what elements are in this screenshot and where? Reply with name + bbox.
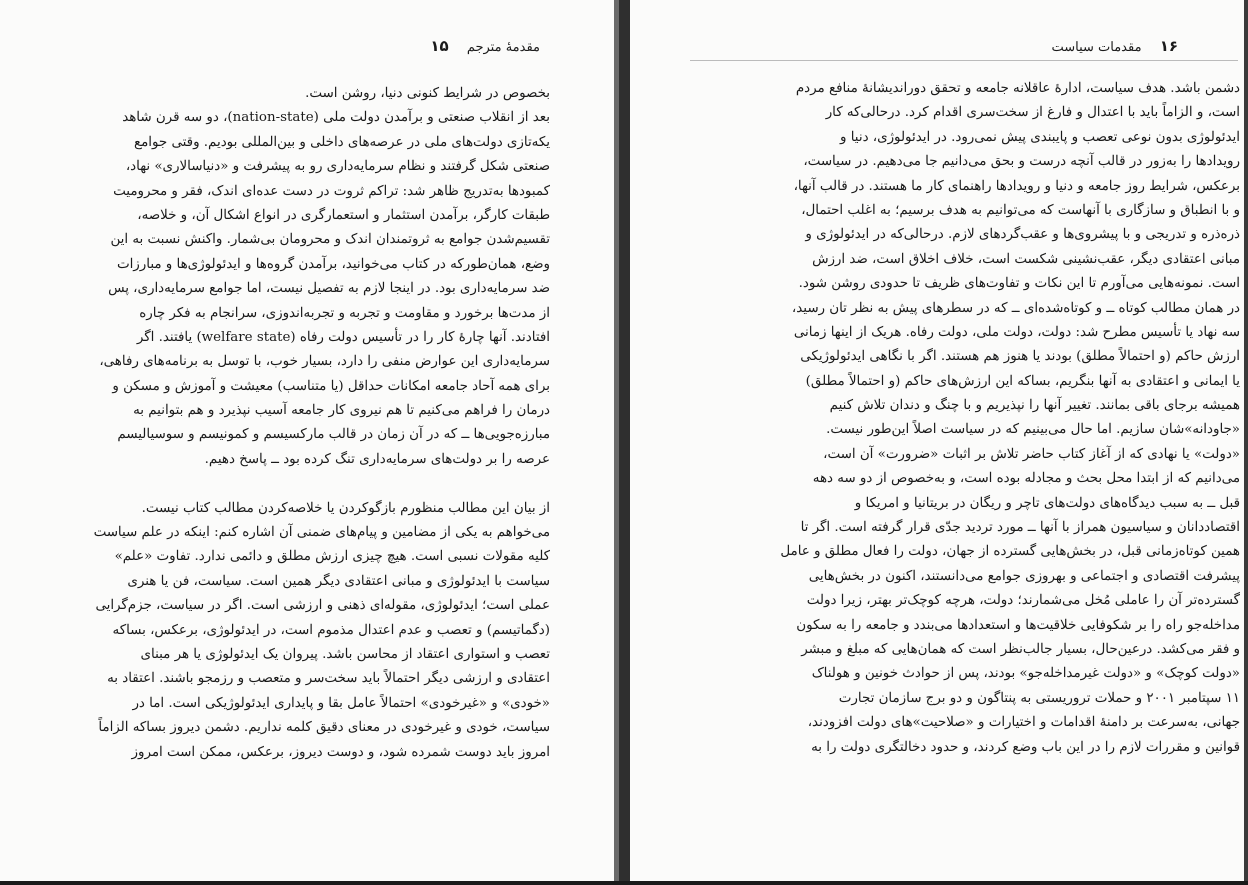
text-line: اقتصاددانان و سیاسیون همراز با آنها ــ مورد تردید جدّی قرار گرفته است. اگر تا	[800, 520, 1240, 536]
text-line: «دولت کوچک» و «دولت غیرمداخله‌جو» بودند، پس از حوادث خونین و هولناک	[811, 666, 1240, 682]
left-body-text	[68, 82, 550, 765]
running-head-title: مقدمات سیاست	[1051, 40, 1142, 55]
text-line: عرصه را بر دولت‌های سرمایه‌داری تنگ کرده بود ــ پاسخ دهیم.	[204, 451, 550, 467]
text-line: از بیان این مطالب منظورم بازگوکردن یا خلاصه‌کردن مطالب کتاب نیست.	[141, 500, 550, 516]
text-line: کمبودها به‌تدریج ظاهر شد: تراکم ثروت در دست عده‌ای اندک، فقر و محرومیت	[113, 183, 550, 199]
text-line: امروز باید دوست شمرده شود، و دوست دیروز، برعکس، ممکن است امروز	[131, 744, 550, 760]
text-line: سه نهاد یا تأسیس مطرح شد: دولت، دولت ملی، دولت رفاه. هریک از اینها زمانی	[793, 324, 1240, 340]
page-number: ۱۶	[1159, 37, 1178, 55]
text-line: همیشه برجای باقی بمانند. تغییر آنها را نپذیریم و با چنگ و دندان تلاش کنیم	[829, 398, 1240, 414]
text-line: می‌خواهم به یکی از مضامین و پیام‌های ضمنی آن اشاره کنم: اینکه در علم سیاست	[93, 525, 550, 541]
text-line: ذره‌ذره و تدریجی و با پیشروی‌ها و عقب‌گردهای لازم. درحالی‌که در ایدئولوژی و	[805, 227, 1240, 243]
header-rule	[690, 60, 1238, 61]
text-line: همین کوتاه‌زمانی قبل، در بخش‌هایی گسترده از جهان، دولت را فعال مطلق و عامل	[780, 544, 1240, 560]
text-line: است، و الزاماً باید با اعتدال و فارغ از سخت‌سری اقدام کرد. درحالی‌که کار	[825, 105, 1240, 121]
left-page	[0, 0, 614, 885]
text-line: دشمن باشد. هدف سیاست، ادارهٔ عاقلانه جامعه و تحقق دوراندیشانهٔ منافع مردم	[795, 81, 1240, 96]
text-line: کلیه مقولات نسبی است. هیچ چیزی ارزش مطلق و دائمی ندارد. تفاوت «علم»	[114, 549, 550, 565]
text-line: بخصوص در شرایط کنونی دنیا، روشن است.	[305, 86, 550, 101]
left-running-head	[70, 34, 540, 58]
text-line: رویدادها را به‌زور در قالب آنچه درست و بحق می‌دانیم جا می‌دهیم. در سیاست،	[803, 154, 1240, 170]
text-line: افتادند. آنها چارهٔ کار را در تأسیس دولت رفاه (welfare state) یافتند. اگر	[136, 329, 550, 345]
right-page	[630, 0, 1248, 885]
text-line: «خودی» و «غیرخودی» احتمالاً عامل بقا و پایداری ایدئولوژیکی است. اما در	[132, 695, 550, 711]
text-line: عملی است؛ ایدئولوژی، مقوله‌ای ذهنی و ارزشی است. اگر در سیاست، جزم‌گرایی	[95, 598, 550, 614]
text-line: وضع، همان‌طورکه در کتاب می‌خوانید، برآمدن گروه‌ها و ایدئولوژی‌ها و مبارزات	[116, 256, 550, 272]
text-line: و با انطباق و سازگاری با آنهاست که می‌توانیم به هدف برسیم؛ به اغلب احتمال،	[801, 202, 1240, 218]
text-line: سیاست، خودی و غیرخودی در معنای دقیق کلمه نداریم. دشمن دیروز بساکه الزاماً	[98, 720, 550, 736]
page-edge	[1244, 0, 1248, 885]
paragraph-gap	[68, 472, 550, 496]
right-body-text	[694, 77, 1240, 760]
text-line: برای همه آحاد جامعه امکانات حداقل (یا متناسب) معیشت و آموزش و مسکن و	[112, 378, 550, 394]
text-line: ایدئولوژی بدون نوعی تعصب و پایبندی پیش نمی‌رود. در ایدئولوژی، دنیا و	[840, 129, 1240, 145]
text-line: و فقر می‌کشد. درعین‌حال، بسیار جالب‌نظر است که همان‌هایی که مبلغ و مبشر	[801, 641, 1240, 657]
right-running-head	[702, 34, 1178, 58]
text-line: (دگماتیسم) و تعصب و عدم اعتدال مذموم است، در ایدئولوژی، برعکس، بساکه	[112, 622, 550, 638]
text-line: ضد سرمایه‌داری بود. در اینجا لازم به تفصیل نیست، اما جوامع سرمایه‌داری، پس	[108, 281, 550, 297]
scan-bottom-edge	[0, 881, 1248, 885]
text-line: در همان مطالب کوتاه ــ و کوتاه‌شده‌ای ــ که در سطرهای پیش به نظر تان رسید،	[791, 300, 1240, 316]
text-line: یکه‌تازی دولت‌های ملی در عرصه‌های داخلی و بین‌المللی بودیم. وقتی جوامع	[134, 134, 550, 150]
running-head-title: مقدمهٔ مترجم	[466, 40, 540, 55]
page-number: ۱۵	[430, 37, 449, 55]
text-line: جهانی، به‌سرعت بر دامنهٔ اقدامات و اختیارات و «صلاحیت»های دولت افزودند،	[807, 715, 1240, 731]
text-line: گسترده‌تر آن را عاملی مُخل می‌شمارند؛ دولت، هرچه کوچک‌تر بهتر، زیرا دولت	[806, 593, 1240, 609]
text-line: «دولت» یا نهادی که از آغاز کتاب حاضر تلاش بر اثبات «ضرورت» آن است،	[823, 446, 1240, 462]
text-line: ارزش حاکم (و احتمالاً مطلق) بودند یا هنوز هم هستند. اگر با نگاهی ایدئولوژیکی	[800, 349, 1240, 365]
text-line: سرمایه‌داری این عوارض منفی را دارد، بسیار خوب، با توسل به برنامه‌های رفاهی،	[99, 354, 550, 370]
text-line: از مدت‌ها برخورد و مقاومت و تجربه و تجربه‌اندوزی، سرانجام به فکر چاره	[139, 305, 550, 321]
text-line: تقسیم‌شدن جوامع به ثروتمندان اندک و محرومان بی‌شمار. واکنش نسبت به این	[110, 232, 550, 248]
text-line: بعد از انقلاب صنعتی و برآمدن دولت ملی (nation-state)، دو سه قرن شاهد	[122, 110, 550, 126]
text-line: صنعتی شکل گرفتند و نظام سرمایه‌داری رو به پیشرفت و «دنیاسالاری» نهاد،	[125, 159, 550, 175]
text-line: یا ایمانی و اعتقادی به آنها بنگریم، بساکه این ارزش‌های حاکم (و احتمالاً مطلق)	[805, 373, 1240, 389]
text-line: مبارزه‌جویی‌ها ــ که در آن زمان در قالب مارکسیسم و کمونیسم و سوسیالیسم	[117, 427, 550, 443]
text-line: درمان را فراهم می‌کنیم تا هم نیروی کار جامعه آسیب نپذیرد و هم بتوانیم به	[133, 403, 550, 419]
book-gutter	[614, 0, 630, 885]
text-line: می‌دانیم که از ابتدا محل بحث و مجادله بوده است، و به‌خصوص از دو سه دهه	[812, 471, 1240, 487]
text-line: «جاودانه»شان سازیم. اما حال می‌بینیم که در سیاست اصلاً این‌طور نیست.	[826, 422, 1240, 438]
text-line: ۱۱ سپتامبر ۲۰۰۱ و حملات تروریستی به پنتاگون و دو برج سازمان تجارت	[838, 690, 1240, 706]
text-line: تعصب و استواری اعتقاد از محاسن باشد. پیروان یک ایدئولوژی یا هر مبنای	[140, 646, 550, 662]
text-line: اعتقادی و ارزشی دیگر احتمالاً باید سخت‌سر و متعصب و رزمجو باشند. اعتقاد به	[107, 671, 550, 687]
text-line: قبل ــ به سبب دیدگاه‌های دولت‌های تاچر و ریگان در بریتانیا و امریکا و	[854, 495, 1240, 511]
text-line: سیاست با ایدئولوژی و مبانی اعتقادی دیگر همین است. سیاست، فن یا هنری	[127, 573, 550, 589]
text-line: است. نمونه‌هایی می‌آورم تا این نکات و تفاوت‌های ظریف تا حدودی روشن شود.	[798, 276, 1240, 292]
text-line: قوانین و مقررات لازم را در این باب وضع کردند، و حدود دخالتگری دولت را به	[811, 739, 1240, 755]
text-line: پیشرفت اقتصادی و اجتماعی و بهروزی جوامع می‌دانستند، اکنون در بخش‌هایی	[808, 568, 1240, 584]
text-line: مبانی اعتقادی دیگر، عقب‌نشینی شکست است، خلاف اخلاق است، ضد ارزش	[812, 251, 1240, 267]
text-line: برعکس، شرایط روز جامعه و دنیا و رویدادها راهنمای کار ما هستند. در قالب آنها،	[793, 178, 1240, 194]
text-line: طبقات کارگر، برآمدن استثمار و استعمارگری در انواع اشکال آن، و خلاصه،	[137, 207, 550, 223]
text-line: مداخله‌جو راه را بر شکوفایی خلاقیت‌ها و استعدادها می‌بندد و جامعه را به سکون	[796, 617, 1240, 633]
